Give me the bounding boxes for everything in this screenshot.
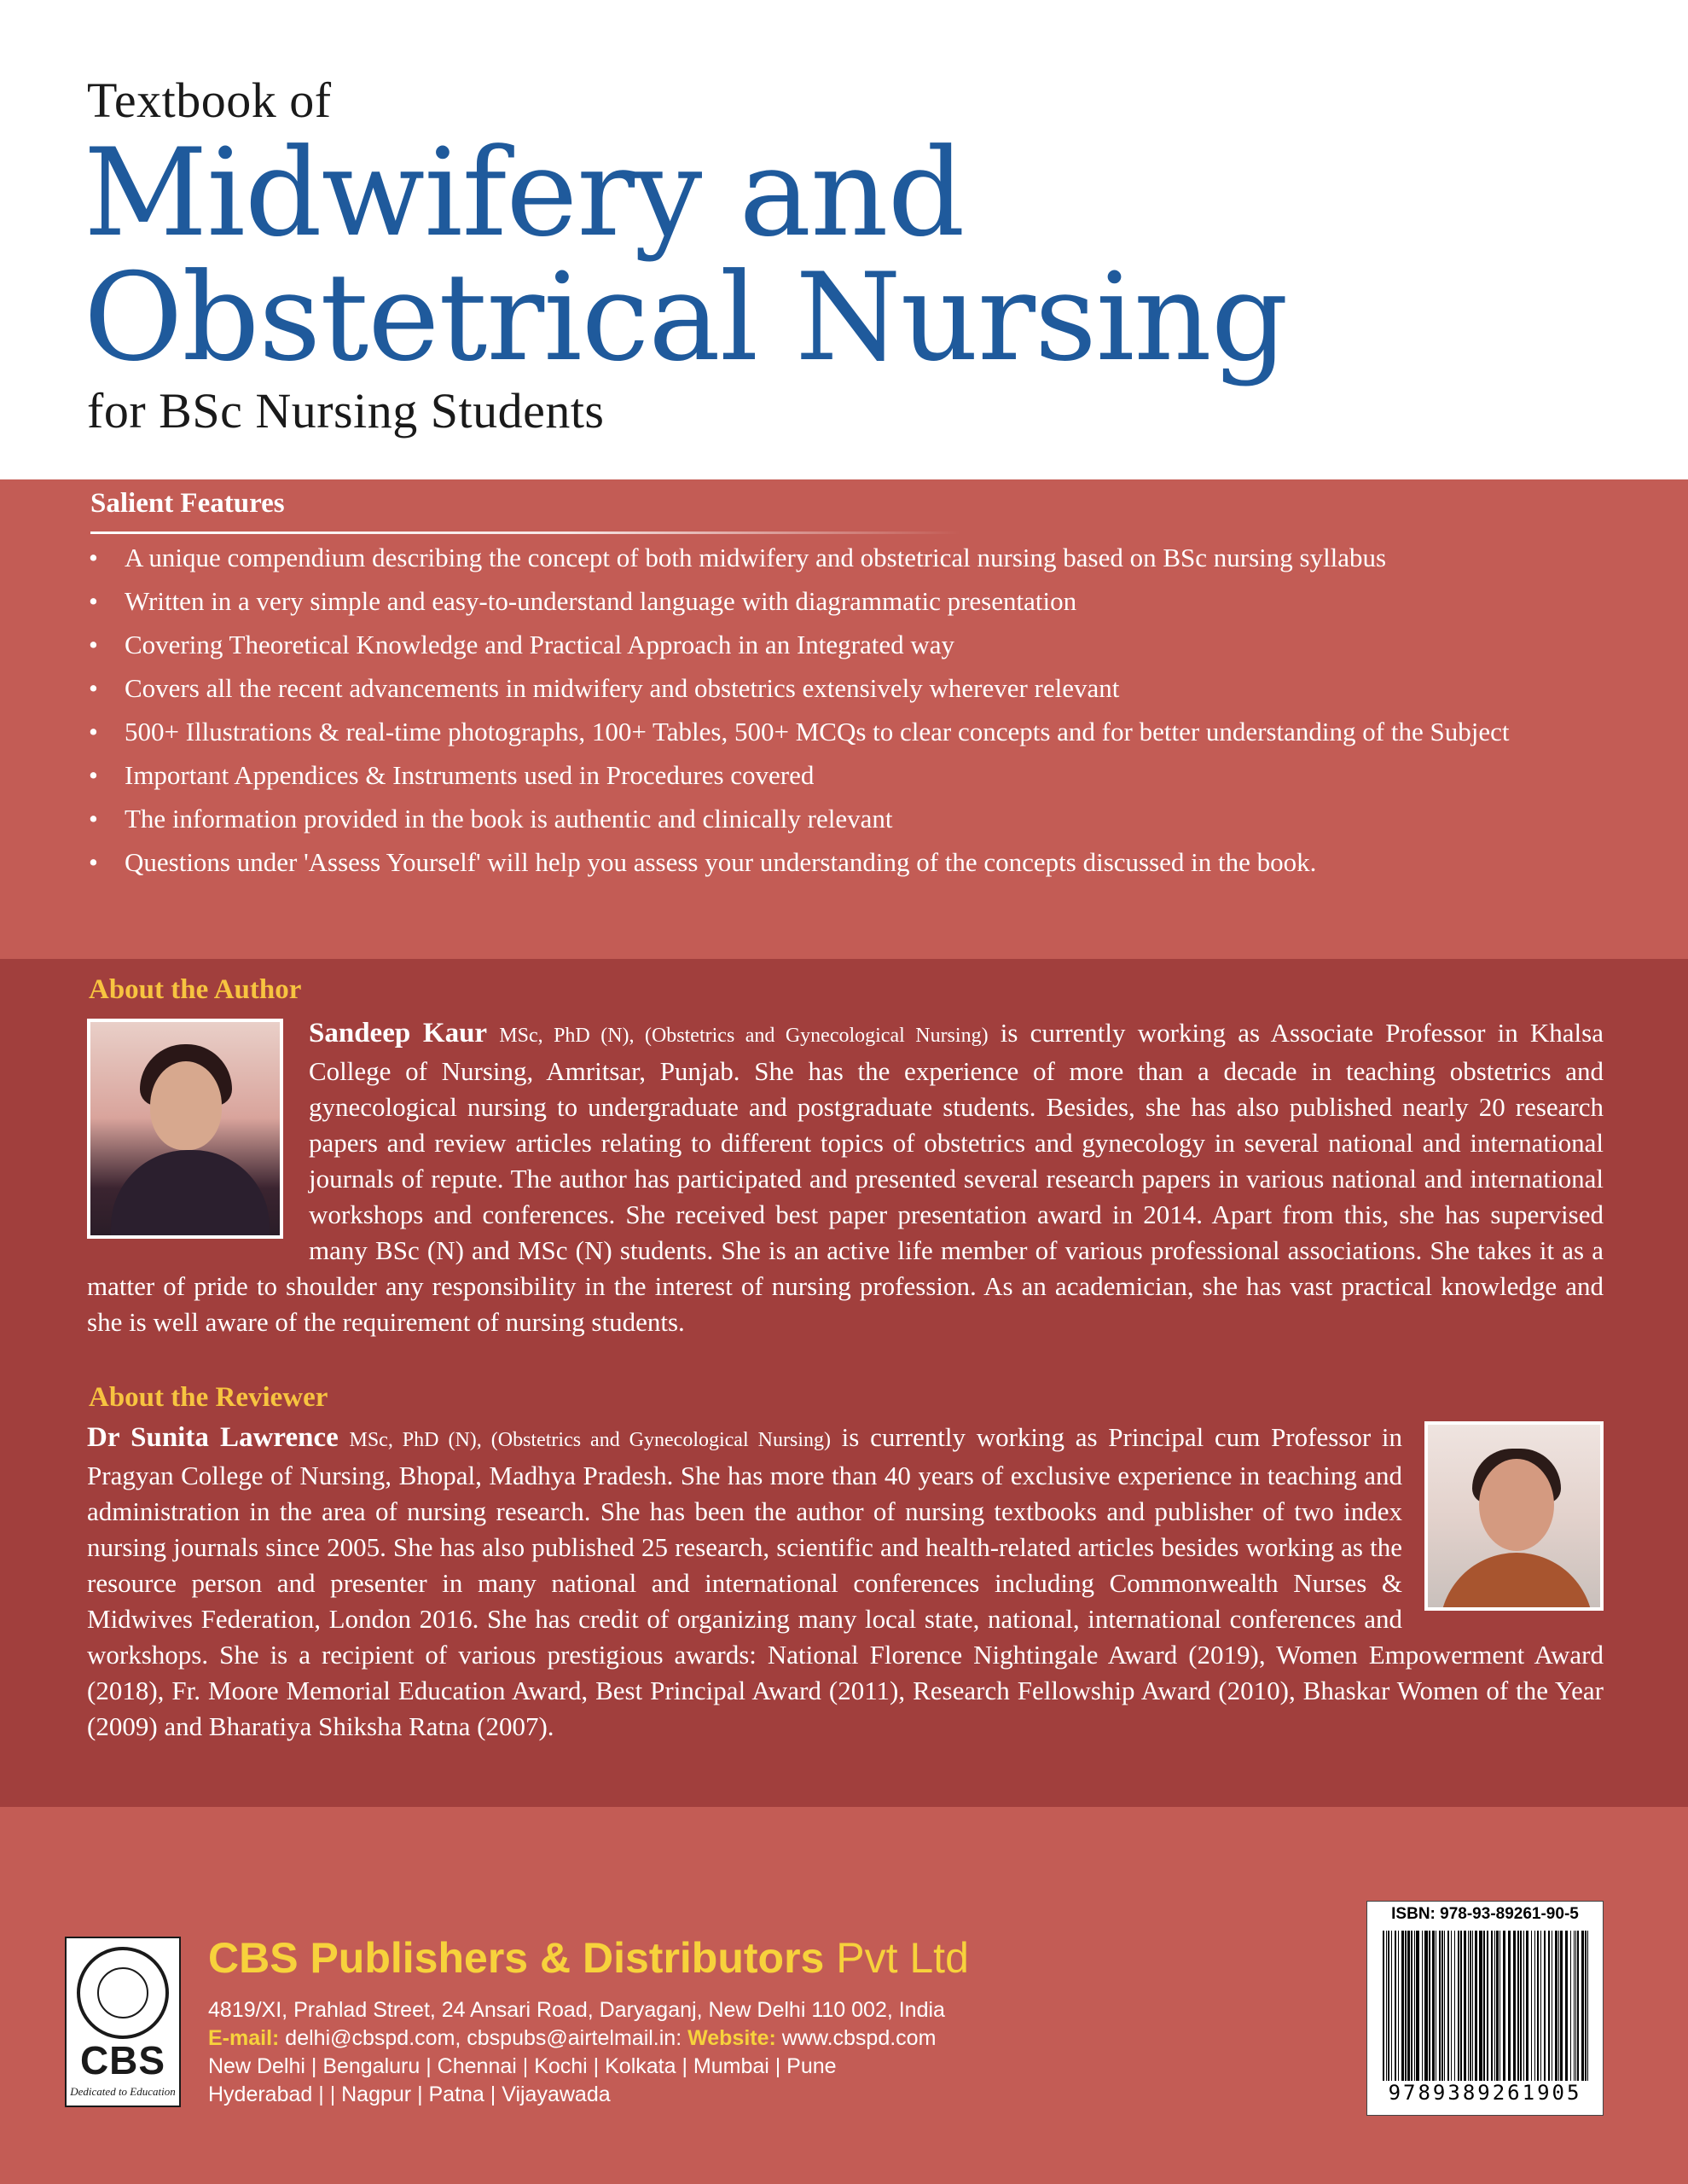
barcode-bar bbox=[1585, 1931, 1586, 2081]
barcode-bar bbox=[1577, 1931, 1579, 2081]
reviewer-bio bbox=[87, 1420, 1604, 1745]
feature-item: • The information provided in the book is authentic and clinically relevant bbox=[85, 800, 1604, 837]
barcode-bar bbox=[1447, 1931, 1449, 2081]
barcode-bar bbox=[1513, 1931, 1516, 2081]
barcode-bar bbox=[1441, 1931, 1443, 2081]
feature-item: • Questions under 'Assess Yourself' will help you assess your understanding of the concepts discussed in the book. bbox=[85, 844, 1604, 880]
feature-item: • Covers all the recent advancements in midwifery and obstetrics extensively wherever relevant bbox=[85, 670, 1604, 706]
barcode-bar bbox=[1526, 1931, 1528, 2081]
features-heading: Salient Features bbox=[90, 488, 285, 519]
barcode-bar bbox=[1570, 1931, 1571, 2081]
barcode-bar bbox=[1517, 1931, 1519, 2081]
barcode-bar bbox=[1560, 1931, 1563, 2081]
publisher-name: CBS Publishers & Distributors Pvt Ltd bbox=[208, 1934, 969, 1982]
barcode-bar bbox=[1468, 1931, 1469, 2081]
feature-item: • Covering Theoretical Knowledge and Practical Approach in an Integrated way bbox=[85, 626, 1604, 663]
barcode-bar bbox=[1386, 1931, 1387, 2081]
barcode-icon bbox=[1379, 1931, 1592, 2081]
barcode-bar bbox=[1458, 1931, 1459, 2081]
title-prefix: Textbook of bbox=[87, 73, 332, 128]
isbn-digits: 9789389261905 bbox=[1388, 2081, 1582, 2105]
barcode-bar bbox=[1508, 1931, 1511, 2081]
book-title-line-2: Obstetrical Nursing bbox=[84, 247, 1288, 388]
barcode-bar bbox=[1544, 1931, 1546, 2081]
barcode-bar bbox=[1548, 1931, 1550, 2081]
isbn-label: ISBN: 978-93-89261-90-5 bbox=[1391, 1905, 1579, 1923]
barcode-bar bbox=[1439, 1931, 1441, 2081]
barcode-bar bbox=[1496, 1931, 1499, 2081]
reviewer-name: Dr Sunita Lawrence bbox=[87, 1422, 339, 1453]
barcode-bar bbox=[1581, 1931, 1584, 2081]
barcode-bar bbox=[1491, 1931, 1493, 2081]
barcode-bar bbox=[1574, 1931, 1575, 2081]
barcode-bar bbox=[1523, 1931, 1524, 2081]
barcode-bar bbox=[1444, 1931, 1445, 2081]
features-divider bbox=[90, 531, 960, 534]
book-title bbox=[84, 123, 1288, 388]
barcode-bar bbox=[1472, 1931, 1473, 2081]
barcode-bar bbox=[1432, 1931, 1435, 2081]
barcode-bar bbox=[1414, 1931, 1415, 2081]
author-bio bbox=[87, 1015, 1604, 1340]
logo-text: CBS bbox=[79, 2038, 166, 2082]
barcode-bar bbox=[1401, 1931, 1404, 2081]
barcode-bar bbox=[1531, 1931, 1532, 2081]
barcode-bar bbox=[1429, 1931, 1430, 2081]
publisher-branches-1: New Delhi | Bengaluru | Chennai | Kochi | Kolkata | Mumbai | Pune bbox=[208, 2054, 837, 2078]
barcode-bar bbox=[1383, 1931, 1384, 2081]
barcode-bar bbox=[1565, 1931, 1568, 2081]
author-qualifications: MSc, PhD (N), (Obstetrics and Gynecological Nursing) bbox=[499, 1025, 989, 1047]
cbs-logo bbox=[65, 1937, 181, 2107]
barcode-bar bbox=[1407, 1931, 1410, 2081]
publisher-contact bbox=[208, 1996, 945, 2109]
publisher-branches-2: Hyderabad | | Nagpur | Patna | Vijayawada bbox=[208, 2082, 611, 2106]
barcode-bar bbox=[1534, 1931, 1535, 2081]
about-author-heading: About the Author bbox=[89, 974, 302, 1005]
barcode-bar bbox=[1405, 1931, 1407, 2081]
isbn-barcode-box bbox=[1366, 1901, 1604, 2116]
book-subtitle: for BSc Nursing Students bbox=[87, 383, 605, 439]
barcode-bar bbox=[1388, 1931, 1389, 2081]
author-name: Sandeep Kaur bbox=[309, 1018, 488, 1048]
barcode-bar bbox=[1454, 1931, 1455, 2081]
feature-item: • A unique compendium describing the concept of both midwifery and obstetrical nursing based on BSc nursing syllabus bbox=[85, 539, 1604, 576]
barcode-bar bbox=[1494, 1931, 1495, 2081]
barcode-bar bbox=[1411, 1931, 1412, 2081]
barcode-bar bbox=[1558, 1931, 1559, 2081]
barcode-bar bbox=[1460, 1931, 1462, 2081]
barcode-bar bbox=[1395, 1931, 1396, 2081]
barcode-bar bbox=[1475, 1931, 1477, 2081]
feature-item: • Important Appendices & Instruments used in Procedures covered bbox=[85, 757, 1604, 793]
features-list bbox=[85, 539, 1604, 887]
barcode-bar bbox=[1479, 1931, 1482, 2081]
barcode-bar bbox=[1422, 1931, 1423, 2081]
about-reviewer-heading: About the Reviewer bbox=[89, 1382, 328, 1413]
barcode-bar bbox=[1487, 1931, 1488, 2081]
publisher-email: delhi@cbspd.com, cbspubs@airtelmail.in: bbox=[279, 2026, 688, 2050]
barcode-bar bbox=[1587, 1931, 1588, 2081]
publisher-address: 4819/XI, Prahlad Street, 24 Ansari Road, Daryaganj, New Delhi 110 002, India bbox=[208, 1998, 945, 2022]
feature-item: • 500+ Illustrations & real-time photographs, 100+ Tables, 500+ MCQs to clear concepts and for better understanding of the Subject bbox=[85, 713, 1604, 750]
barcode-bar bbox=[1499, 1931, 1500, 2081]
author-bio-text: is currently working as Associate Professor in Khalsa College of Nursing, Amritsar, Punjab. She has the experience of more than a decade in teaching obstetrics and gynecological nursing to undergraduate and postgraduate students. Besides, she has also published nearly 20 research papers and review articles relating to different topics of obstetrics and gynecology in several national and international journals of repute. The author has participated and presented several research papers in various national and international workshops and conferences. She received best paper presentation award in 2014. Apart from this, she has supervised many BSc (N) and MSc (N) students. She is an active life member of various professional associations. She takes it as a matter of pride to shoulder any responsibility in the interest of nursing profession. As an academician, she has vast practical knowledge and she is well aware of the requirement of nursing students. bbox=[87, 1018, 1604, 1337]
barcode-bar bbox=[1483, 1931, 1485, 2081]
barcode-bar bbox=[1398, 1931, 1399, 2081]
barcode-bar bbox=[1391, 1931, 1392, 2081]
barcode-bar bbox=[1503, 1931, 1505, 2081]
barcode-bar bbox=[1464, 1931, 1466, 2081]
barcode-bar bbox=[1555, 1931, 1557, 2081]
reviewer-qualifications: MSc, PhD (N), (Obstetrics and Gynecological Nursing) bbox=[349, 1429, 831, 1451]
barcode-bar bbox=[1416, 1931, 1419, 2081]
barcode-bar bbox=[1540, 1931, 1541, 2081]
reviewer-bio-text: is currently working as Principal cum Professor in Pragyan College of Nursing, Bhopal, Madhya Pradesh. She has more than 40 years of exclusive experience in teaching and administration in the area of nursing research. She has been the author of nursing textbooks and publisher of two index nursing journals since 2005. She has also published 25 research, scientific and health-related articles besides working as the resource person and presenter in many national and international conferences including Commonwealth Nurses & Midwives Federation, London 2016. She has credit of organizing many local state, national, international conferences and workshops. She is a recipient of various prestigious awards: National Florence Nightingale Award (2019), Women Empowerment Award (2018), Fr. Moore Memorial Education Award, Best Principal Award (2011), Research Fellowship Award (2010), Bhaskar Women of the Year (2009) and Bharatiya Shiksha Ratna (2007). bbox=[87, 1422, 1604, 1741]
publisher-website: www.cbspd.com bbox=[775, 2026, 937, 2050]
barcode-bar bbox=[1451, 1931, 1452, 2081]
author-photo bbox=[87, 1019, 283, 1239]
feature-item: • Written in a very simple and easy-to-understand language with diagrammatic presentation bbox=[85, 583, 1604, 619]
reviewer-photo bbox=[1424, 1421, 1604, 1611]
barcode-bar bbox=[1424, 1931, 1428, 2081]
logo-tagline: Dedicated to Education bbox=[70, 2085, 176, 2098]
barcode-bar bbox=[1520, 1931, 1522, 2081]
publisher-email-line: E-mail: delhi@cbspd.com, cbspubs@airtelmail.in: Website: www.cbspd.com bbox=[208, 2026, 937, 2050]
barcode-bar bbox=[1537, 1931, 1539, 2081]
barcode-bar bbox=[1575, 1931, 1576, 2081]
book-title-line-1: Midwifery and bbox=[84, 123, 965, 264]
barcode-bar bbox=[1470, 1931, 1471, 2081]
